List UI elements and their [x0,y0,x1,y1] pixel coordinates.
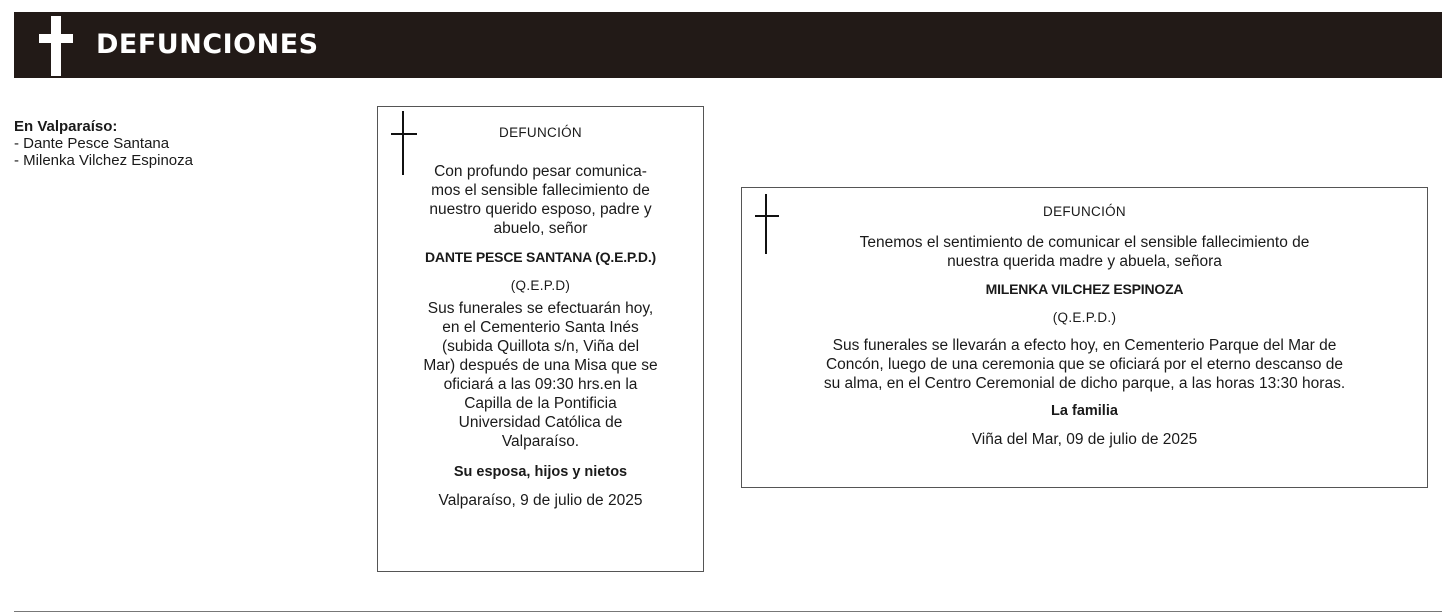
index-item: - Milenka Vilchez Espinoza [14,152,193,169]
text-line: Valparaíso. [501,433,580,450]
text-line: oficiará a las 09:30 hrs.en la [443,376,638,393]
notice-heading: DEFUNCIÓN [499,125,582,140]
text-line: mos el sensible fallecimiento de [431,182,650,199]
notice-heading: DEFUNCIÓN [1043,204,1126,219]
text-line: (subida Quillota s/n, Viña del [441,338,640,355]
obituary-index [14,118,193,169]
text-line: Con profundo pesar comunica- [434,163,647,180]
cross-icon [391,111,417,175]
notice-signature: Su esposa, hijos y nietos [453,464,628,480]
text-line: Tenemos el sentimiento de comunicar el sensible fallecimiento de [859,234,1310,251]
notice-intro [762,233,1407,271]
text-line: en el Cementerio Santa Inés [442,319,639,336]
notice-details [390,299,691,451]
qepd-label: (Q.E.P.D) [510,278,571,293]
text-line: su alma, en el Centro Ceremonial de dicho parque, a las horas 13:30 horas. [823,375,1346,392]
text-line: Sus funerales se llevarán a efecto hoy, en Cementerio Parque del Mar de [832,337,1337,354]
section-header [14,12,1442,78]
qepd-label: (Q.E.P.D.) [1052,310,1117,325]
deceased-name: MILENKA VILCHEZ ESPINOZA [985,281,1184,297]
index-city: En Valparaíso: [14,118,118,135]
text-line: Capilla de la Pontificia [464,395,617,412]
obituary-notice-milenka [741,187,1428,488]
cross-icon [755,194,779,254]
bottom-divider [14,611,1442,612]
deceased-name: DANTE PESCE SANTANA (Q.E.P.D.) [425,249,656,265]
notice-signature: La familia [1051,403,1118,419]
section-title: DEFUNCIONES [96,29,319,60]
text-line: Sus funerales se efectuarán hoy, [427,300,654,317]
text-line: Universidad Católica de [458,414,623,431]
text-line: nuestro querido esposo, padre y [429,201,652,218]
notice-details [762,336,1407,393]
text-line: nuestra querida madre y abuela, señora [947,253,1222,270]
text-line: Mar) después de una Misa que se [423,357,658,374]
text-line: abuelo, señor [493,220,588,237]
obituary-notice-dante [377,106,704,572]
notice-place-date: Viña del Mar, 09 de julio de 2025 [971,431,1198,448]
text-line: Concón, luego de una ceremonia que se oficiará por el eterno descanso de [825,356,1343,373]
notice-intro [390,162,691,238]
cross-icon [39,16,73,76]
notice-place-date: Valparaíso, 9 de julio de 2025 [438,492,643,509]
index-item: - Dante Pesce Santana [14,135,170,152]
